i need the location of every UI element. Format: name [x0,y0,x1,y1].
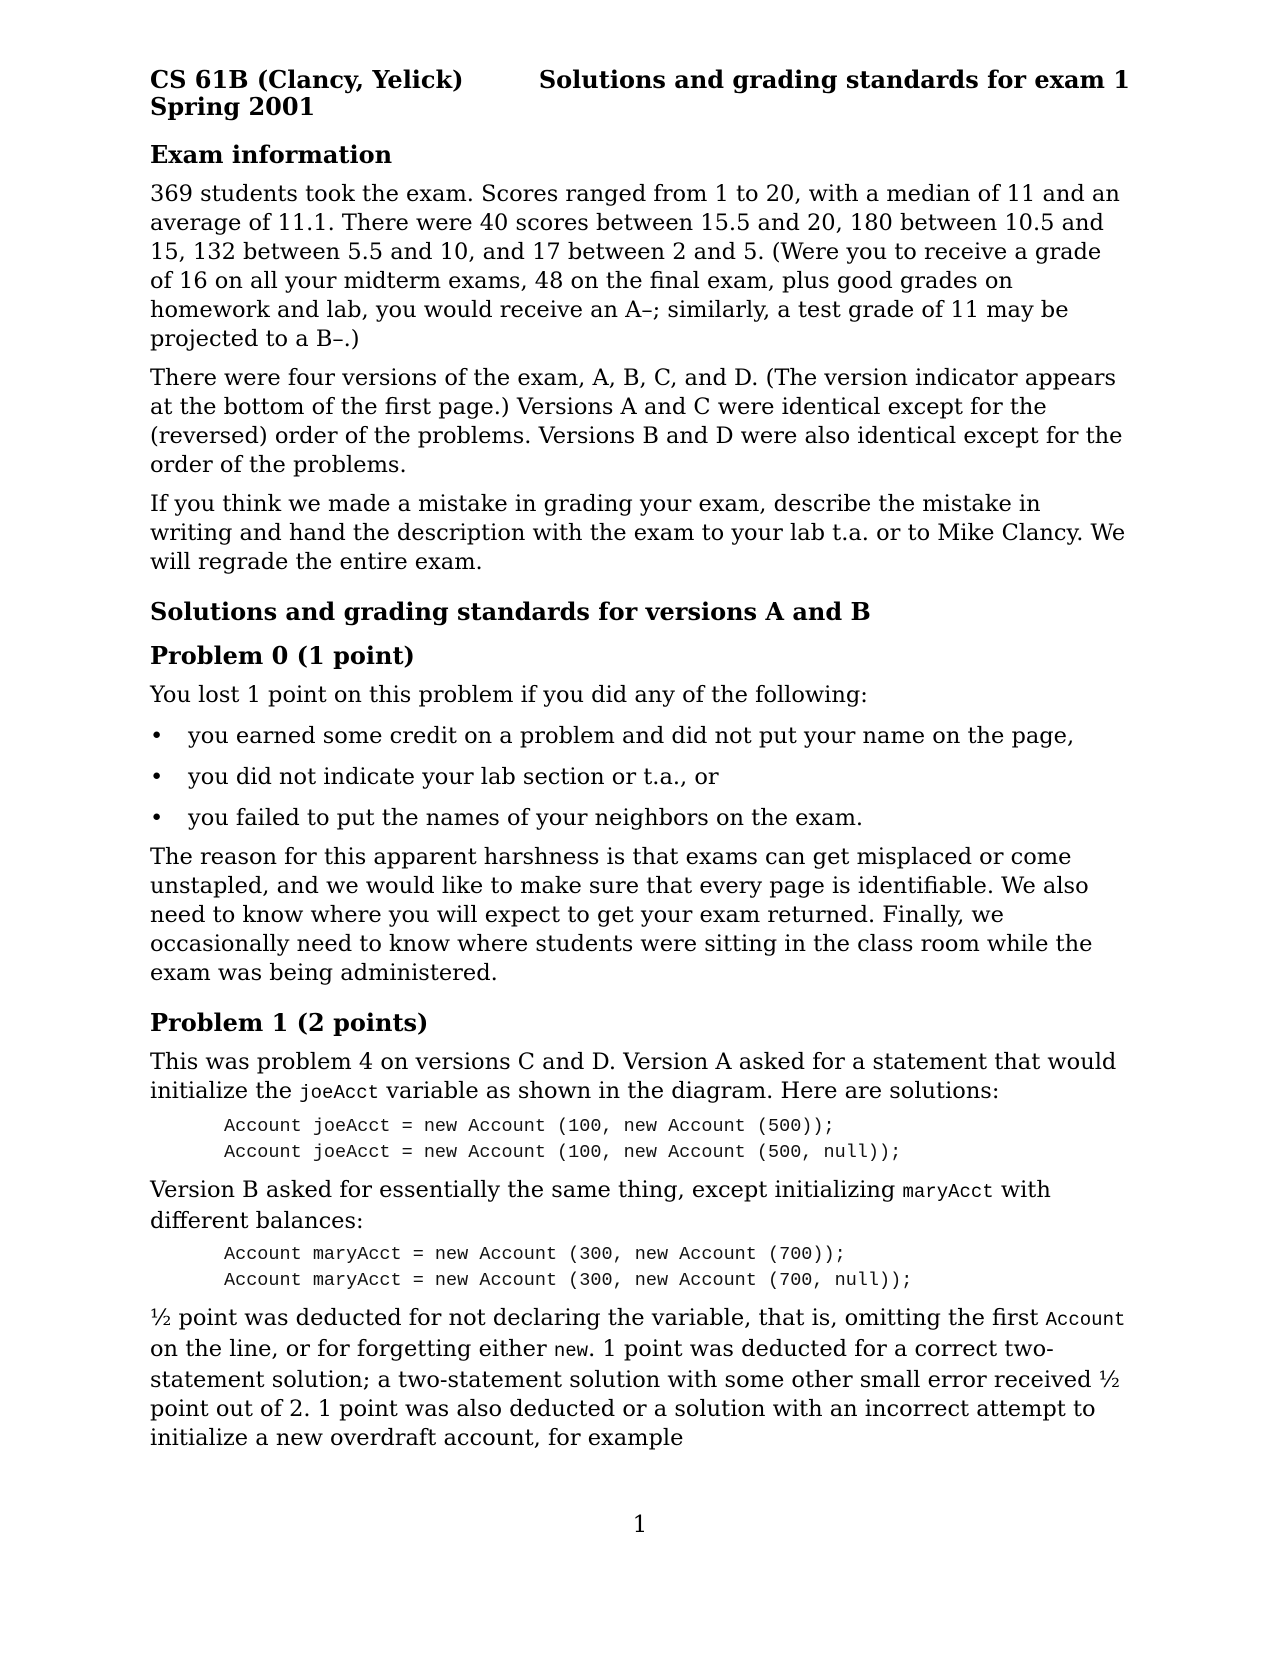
problem-1-paragraph-2 [150,1176,1130,1236]
text-run: variable as shown in the diagram. Here are solutions: [379,1078,1000,1104]
half-fraction: ½ [1098,1368,1120,1393]
bullet-icon: • [150,764,164,790]
code-line: Account joeAcct = new Account (100, new Account (500, null)); [224,1142,902,1163]
list-item-text: you did not indicate your lab section or t.a., or [188,764,719,790]
code-block-version-b [150,1242,1130,1294]
document-page [150,66,1130,1453]
text-run: . 1 point was deducted for a correct two-statement solution; a two-statement solution with some other small error received [150,1336,1099,1393]
text-run: point out of 2. 1 point was also deducted or a solution with an incorrect attempt to initialize a new overdraft account, for example [150,1396,1096,1451]
half-fraction: ½ [150,1306,172,1331]
document-title: Solutions and grading standards for exam 1 [538,65,1130,94]
list-item-text: you failed to put the names of your neighbors on the exam. [188,805,864,831]
inline-code: Account [1045,1309,1126,1331]
page-number: 1 [632,1512,648,1538]
inline-code: new [553,1340,589,1362]
bullet-icon: • [150,805,164,831]
text-run: Version B asked for essentially the same thing, except initializing [150,1177,903,1203]
text-run: point was deducted for not declaring the variable, that is, omitting the first [171,1305,1046,1331]
problem-1-paragraph-1 [150,1048,1130,1108]
code-line: Account maryAcct = new Account (300, new Account (700)); [224,1244,846,1265]
problem-1-heading: Problem 1 (2 points) [150,1008,429,1037]
exam-info-paragraph-2: There were four versions of the exam, A, B, C, and D. (The version indicator appears at the bottom of the first page.) Versions A and C were identical except for the (reversed) order of the problems. Versions B and D were also identical except for the order of the problems. [150,365,1123,478]
code-line: Account maryAcct = new Account (300, new Account (700, null)); [224,1270,913,1291]
exam-info-heading: Exam information [150,140,393,169]
code-block-version-a [150,1114,1130,1166]
list-item [150,804,1130,833]
problem-1-paragraph-3 [150,1304,1130,1453]
exam-info-paragraph-3: If you think we made a mistake in grading your exam, describe the mistake in writing and hand the description with the exam to your lab t.a. or to Mike Clancy. We will regrade the entire exam. [150,491,1126,575]
problem-0-intro: You lost 1 point on this problem if you did any of the following: [150,682,868,708]
inline-code: maryAcct [902,1181,994,1203]
course-title: CS 61B (Clancy, Yelick) [150,65,464,94]
code-line: Account joeAcct = new Account (100, new Account (500)); [224,1116,835,1137]
term: Spring 2001 [150,92,316,121]
text-run: on the line, or for forgetting either [150,1336,554,1362]
text-run: with different balances: [150,1177,1051,1234]
inline-code: joeAcct [299,1082,380,1104]
text-run: This was problem 4 on versions C and D. Version A asked for a statement that would initialize the [150,1049,1117,1104]
list-item [150,763,1130,792]
list-item-text: you earned some credit on a problem and did not put your name on the page, [188,723,1075,749]
list-item [150,722,1130,751]
problem-0-bullet-list [150,722,1130,833]
solutions-heading: Solutions and grading standards for versions A and B [150,597,871,626]
problem-0-reason: The reason for this apparent harshness is that exams can get misplaced or come unstapled, and we would like to make sure that every page is identifiable. We also need to know where you will expect to get your exam returned. Finally, we occasionally need to know where students were sitting in the class room while the exam was being administered. [150,844,1093,986]
bullet-icon: • [150,723,164,749]
header [150,66,1130,93]
problem-0-heading: Problem 0 (1 point) [150,641,415,670]
exam-info-paragraph-1: 369 students took the exam. Scores ranged from 1 to 20, with a median of 11 and an average of 11.1. There were 40 scores between 15.5 and 20, 180 between 10.5 and 15, 132 between 5.5 and 10, and 17 between 2 and 5. (Were you to receive a grade of 16 on all your midterm exams, 48 on the final exam, plus good grades on homework and lab, you would receive an A–; similarly, a test grade of 11 may be projected to a B–.) [150,181,1120,352]
